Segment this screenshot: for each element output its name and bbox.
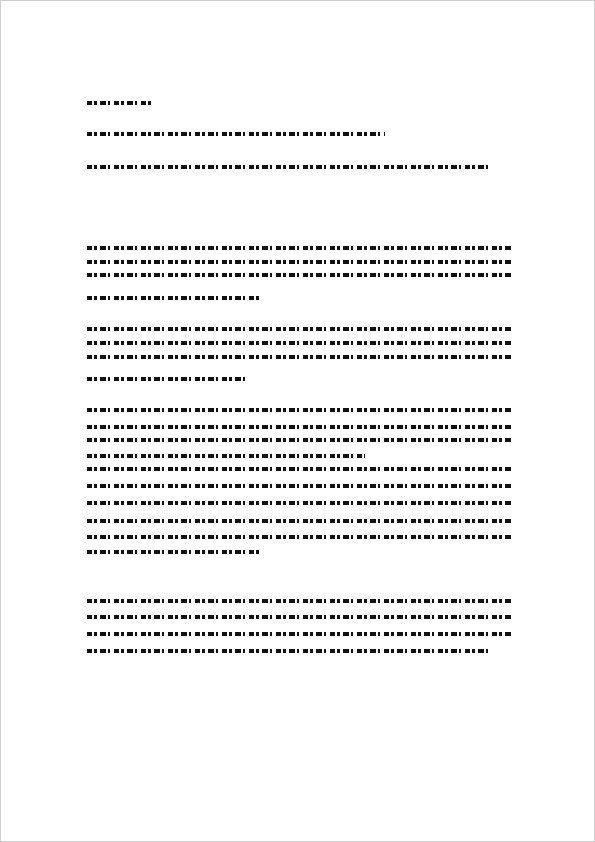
text-line — [87, 260, 512, 264]
text-line — [87, 327, 512, 331]
text-line — [87, 632, 512, 636]
text-line — [87, 246, 512, 250]
text-line — [87, 615, 512, 619]
header-line-3 — [87, 165, 491, 169]
text-line — [87, 341, 512, 345]
text-line — [87, 519, 512, 523]
text-line — [87, 377, 247, 381]
text-line — [87, 550, 259, 554]
header-line-2 — [87, 132, 385, 136]
text-line — [87, 425, 512, 429]
text-line — [87, 438, 512, 442]
text-line — [87, 649, 491, 653]
text-line — [87, 599, 512, 603]
text-line — [87, 408, 512, 412]
text-line — [87, 467, 512, 471]
text-line — [87, 296, 259, 300]
text-line — [87, 355, 512, 359]
text-line — [87, 484, 512, 488]
text-line — [87, 535, 512, 539]
text-line — [87, 273, 512, 277]
header-line-1 — [87, 101, 151, 105]
text-line — [87, 501, 512, 505]
text-line — [87, 454, 365, 458]
